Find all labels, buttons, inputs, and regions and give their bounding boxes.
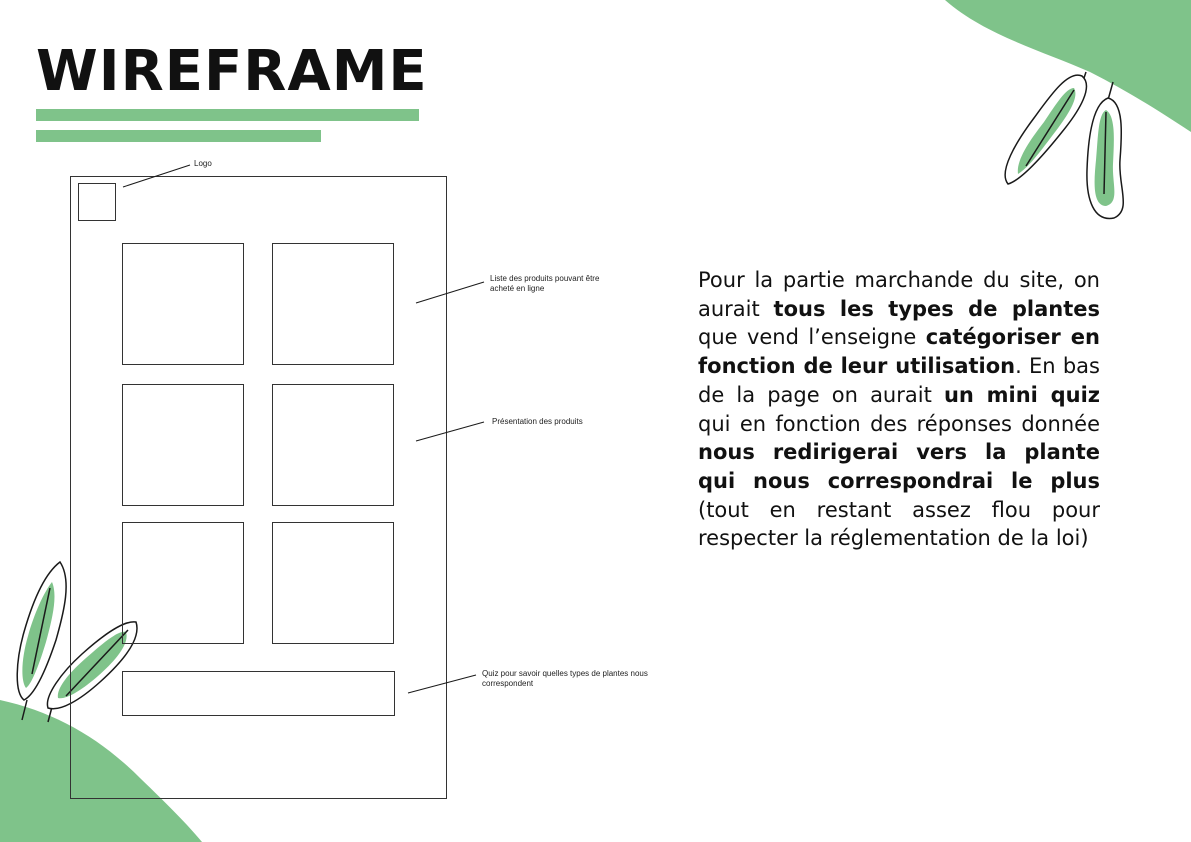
wireframe-product-tile xyxy=(272,384,394,506)
wireframe-product-tile xyxy=(122,243,244,365)
description-highlight: nous redirigerai vers la plante qui nous correspondrai le plus xyxy=(698,440,1100,493)
description-text: que vend l’enseigne xyxy=(698,325,926,350)
wireframe-product-tile xyxy=(122,522,244,644)
wireframe-logo-box xyxy=(78,183,116,221)
annotation-product-presentation: Présentation des produits xyxy=(492,417,583,426)
description-highlight: un mini quiz xyxy=(943,382,1101,407)
description-text: Pour la partie marchande du site, on aurait xyxy=(698,268,1100,321)
leaf-illustration-top-right xyxy=(1005,72,1123,218)
wireframe-product-tile xyxy=(272,522,394,644)
description-highlight: catégoriser en fonction de leur utilisation xyxy=(698,325,1100,379)
wireframe-quiz-bar xyxy=(122,671,395,716)
wireframe-product-tile xyxy=(272,243,394,365)
annotation-quiz: Quiz pour savoir quelles types de plantes nous correspondent xyxy=(482,669,648,688)
description-text: (tout en restant assez flou pour respecter la réglementation de la loi) xyxy=(698,497,1100,551)
description-text: . En bas de la page on aurait xyxy=(698,354,1100,407)
description-highlight: tous les types de plantes xyxy=(773,296,1100,321)
annotation-product-list: Liste des produits pouvant être acheté en ligne xyxy=(490,274,600,293)
title-underline-long xyxy=(36,109,419,121)
description-text: qui en fonction des réponses donnée xyxy=(698,411,1100,436)
description-paragraph xyxy=(698,266,1100,553)
annotation-logo: Logo xyxy=(194,159,212,168)
wireframe-product-tile xyxy=(122,384,244,506)
title-underline-short xyxy=(36,130,321,142)
page-title: WIREFRAME xyxy=(36,39,428,104)
